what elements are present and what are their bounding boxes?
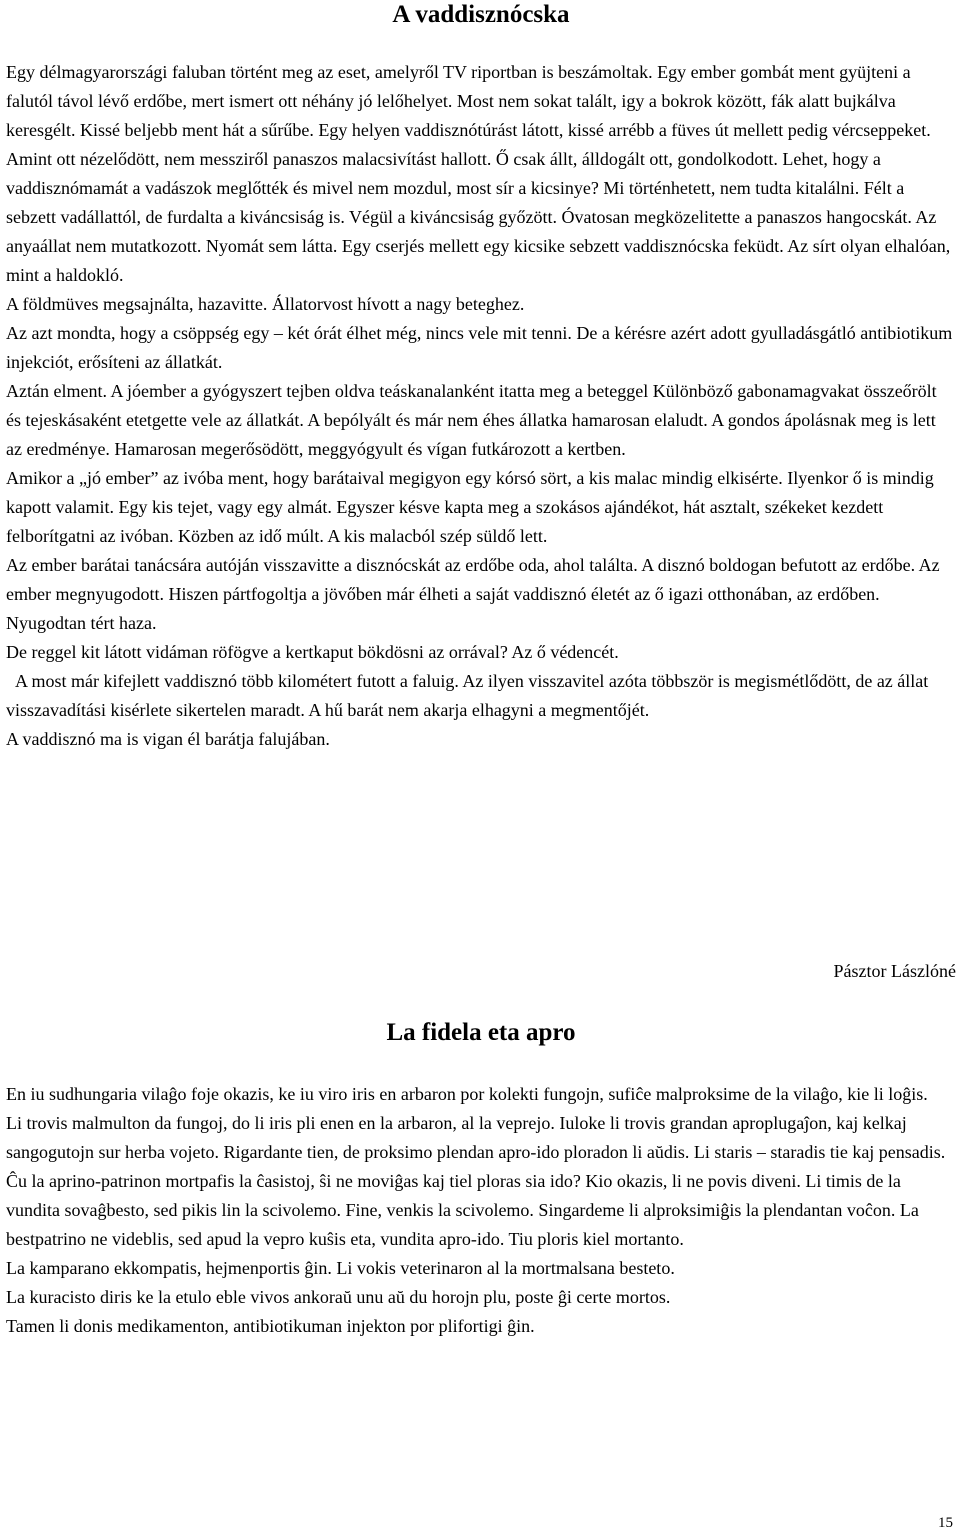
paragraph: Tamen li donis medikamenton, antibiotikuman injekton por plifortigi ĝin.: [6, 1316, 535, 1336]
paragraph: En iu sudhungaria vilaĝo foje okazis, ke iu viro iris en arbaron por kolekti fungojn, sufiĉe malproksime de la vilaĝo, kie li loĝis.: [6, 1084, 928, 1104]
document-page: [6, 0, 956, 1537]
story-body-hungarian: [6, 58, 956, 754]
paragraph: A vaddisznó ma is vigan él barátja falujában.: [6, 729, 330, 749]
author-signature: Pásztor Lászlóné: [833, 961, 956, 981]
page-number: 15: [938, 1515, 953, 1531]
paragraph: Aztán elment. A jóember a gyógyszert tejben oldva teáskanalanként itatta meg a beteggel Különböző gabonamagvakat összeőrölt és tejeskásaként etetgette vele az állatkát. A bepólyált és már nem éhes állatka hamarosan elaludt. A gondos ápolásnak meg is lett az eredménye. Hamarosan megerősödött, meggyógyult és vígan futkározott a kertben.: [6, 381, 937, 459]
paragraph: Egy délmagyarországi faluban történt meg az eset, amelyről TV riportban is beszámoltak. Egy ember gombát ment gyüjteni a falutól távol lévő erdőbe, mert ismert ott néhány jó lelőhelyet. Most nem sokat talált, igy a bokrok között, fák alatt bujkálva keresgélt. Kissé beljebb ment hát a sűrűbe. Egy helyen vaddisznótúrást látott, kissé arrébb a füves út mellett pedig vércseppeket.: [6, 62, 931, 140]
story-title-esperanto: La fidela eta apro: [386, 1019, 576, 1046]
paragraph: La kuracisto diris ke la etulo eble vivos ankoraŭ unu aŭ du horojn plu, poste ĝi certe mortos.: [6, 1287, 671, 1307]
paragraph: A földmüves megsajnálta, hazavitte. Állatorvost hívott a nagy beteghez.: [6, 294, 525, 314]
story-body-esperanto: [6, 1080, 956, 1341]
paragraph: Amikor a „jó ember” az ivóba ment, hogy barátaival megigyon egy kórsó sört, a kis malac mindig elkisérte. Ilyenkor ő is mindig kapott valamit. Egy kis tejet, vagy egy almát. Egyszer késve kapta meg a szokásos ajándékot, hát asztalt, székeket kezdett felborítgatni az ivóban. Közben az idő múlt. A kis malacból szép süldő lett.: [6, 468, 934, 546]
paragraph: La kamparano ekkompatis, hejmenportis ĝin. Li vokis veterinaron al la mortmalsana besteto.: [6, 1258, 675, 1278]
paragraph: A most már kifejlett vaddisznó több kilométert futott a faluig. Az ilyen visszavitel azóta többször is megismétlődött, de az állat visszavadítási kisérlete sikertelen maradt. A hű barát nem akarja elhagyni a megmentőjét.: [6, 671, 933, 720]
paragraph: De reggel kit látott vidáman röfögve a kertkaput bökdösni az orrával? Az ő védencét.: [6, 642, 619, 662]
paragraph: Az ember barátai tanácsára autóján visszavitte a disznócskát az erdőbe oda, ahol találta. A disznó boldogan befutott az erdőbe. Az ember megnyugodott. Hiszen pártfogoltja a jövőben már élheti a saját vaddisznó életét az ő igazi otthonában, az erdőben. Nyugodtan tért haza.: [6, 555, 940, 633]
paragraph: Li trovis malmulton da fungoj, do li iris pli enen en la arbaron, al la veprejo. Iuloke li trovis grandan aproplugaĵon, kaj kelkaj sangogutojn sur herba vojeto. Rigardante tien, de proksimo plendan apro-ido ploradon li aŭdis. Li staris – staradis tie kaj pensadis. Ĉu la aprino-patrinon mortpafis la ĉasistoj, ŝi ne moviĝas kaj tiel ploras sia ido? Kio okazis, li ne povis diveni. Li timis de la vundita sovaĝbesto, sed pikis lin la scivolemo. Fine, venkis la scivolemo. Singardeme li alproksimiĝis la plendantan voĉon. La bestpatrino ne videblis, sed apud la vepro kuŝis eta, vundita apro-ido. Tiu ploris kiel mortanto.: [6, 1113, 946, 1249]
story-title-hungarian: A vaddisznócska: [392, 1, 570, 28]
paragraph: Amint ott nézelődött, nem messziről panaszos malacsivítást hallott. Ő csak állt, álldogált ott, gondolkodott. Lehet, hogy a vaddisznómamát a vadászok meglőtték és mivel nem mozdul, most sír a kicsinye? Mi történhetett, nem tudta kitalálni. Félt a sebzett vadállattól, de furdalta a kiváncsiság is. Végül a kiváncsiság győzött. Óvatosan megközelitette a panaszos hangocskát. Az anyaállat nem mutatkozott. Nyomát sem látta. Egy cserjés mellett egy kicsike sebzett vaddisznócska feküdt. Az sírt olyan elhalóan, mint a haldokló.: [6, 149, 951, 285]
paragraph: Az azt mondta, hogy a csöppség egy – két órát élhet még, nincs vele mit tenni. De a kérésre azért adott gyulladásgátló antibiotikum injekciót, erősíteni az állatkát.: [6, 323, 953, 372]
